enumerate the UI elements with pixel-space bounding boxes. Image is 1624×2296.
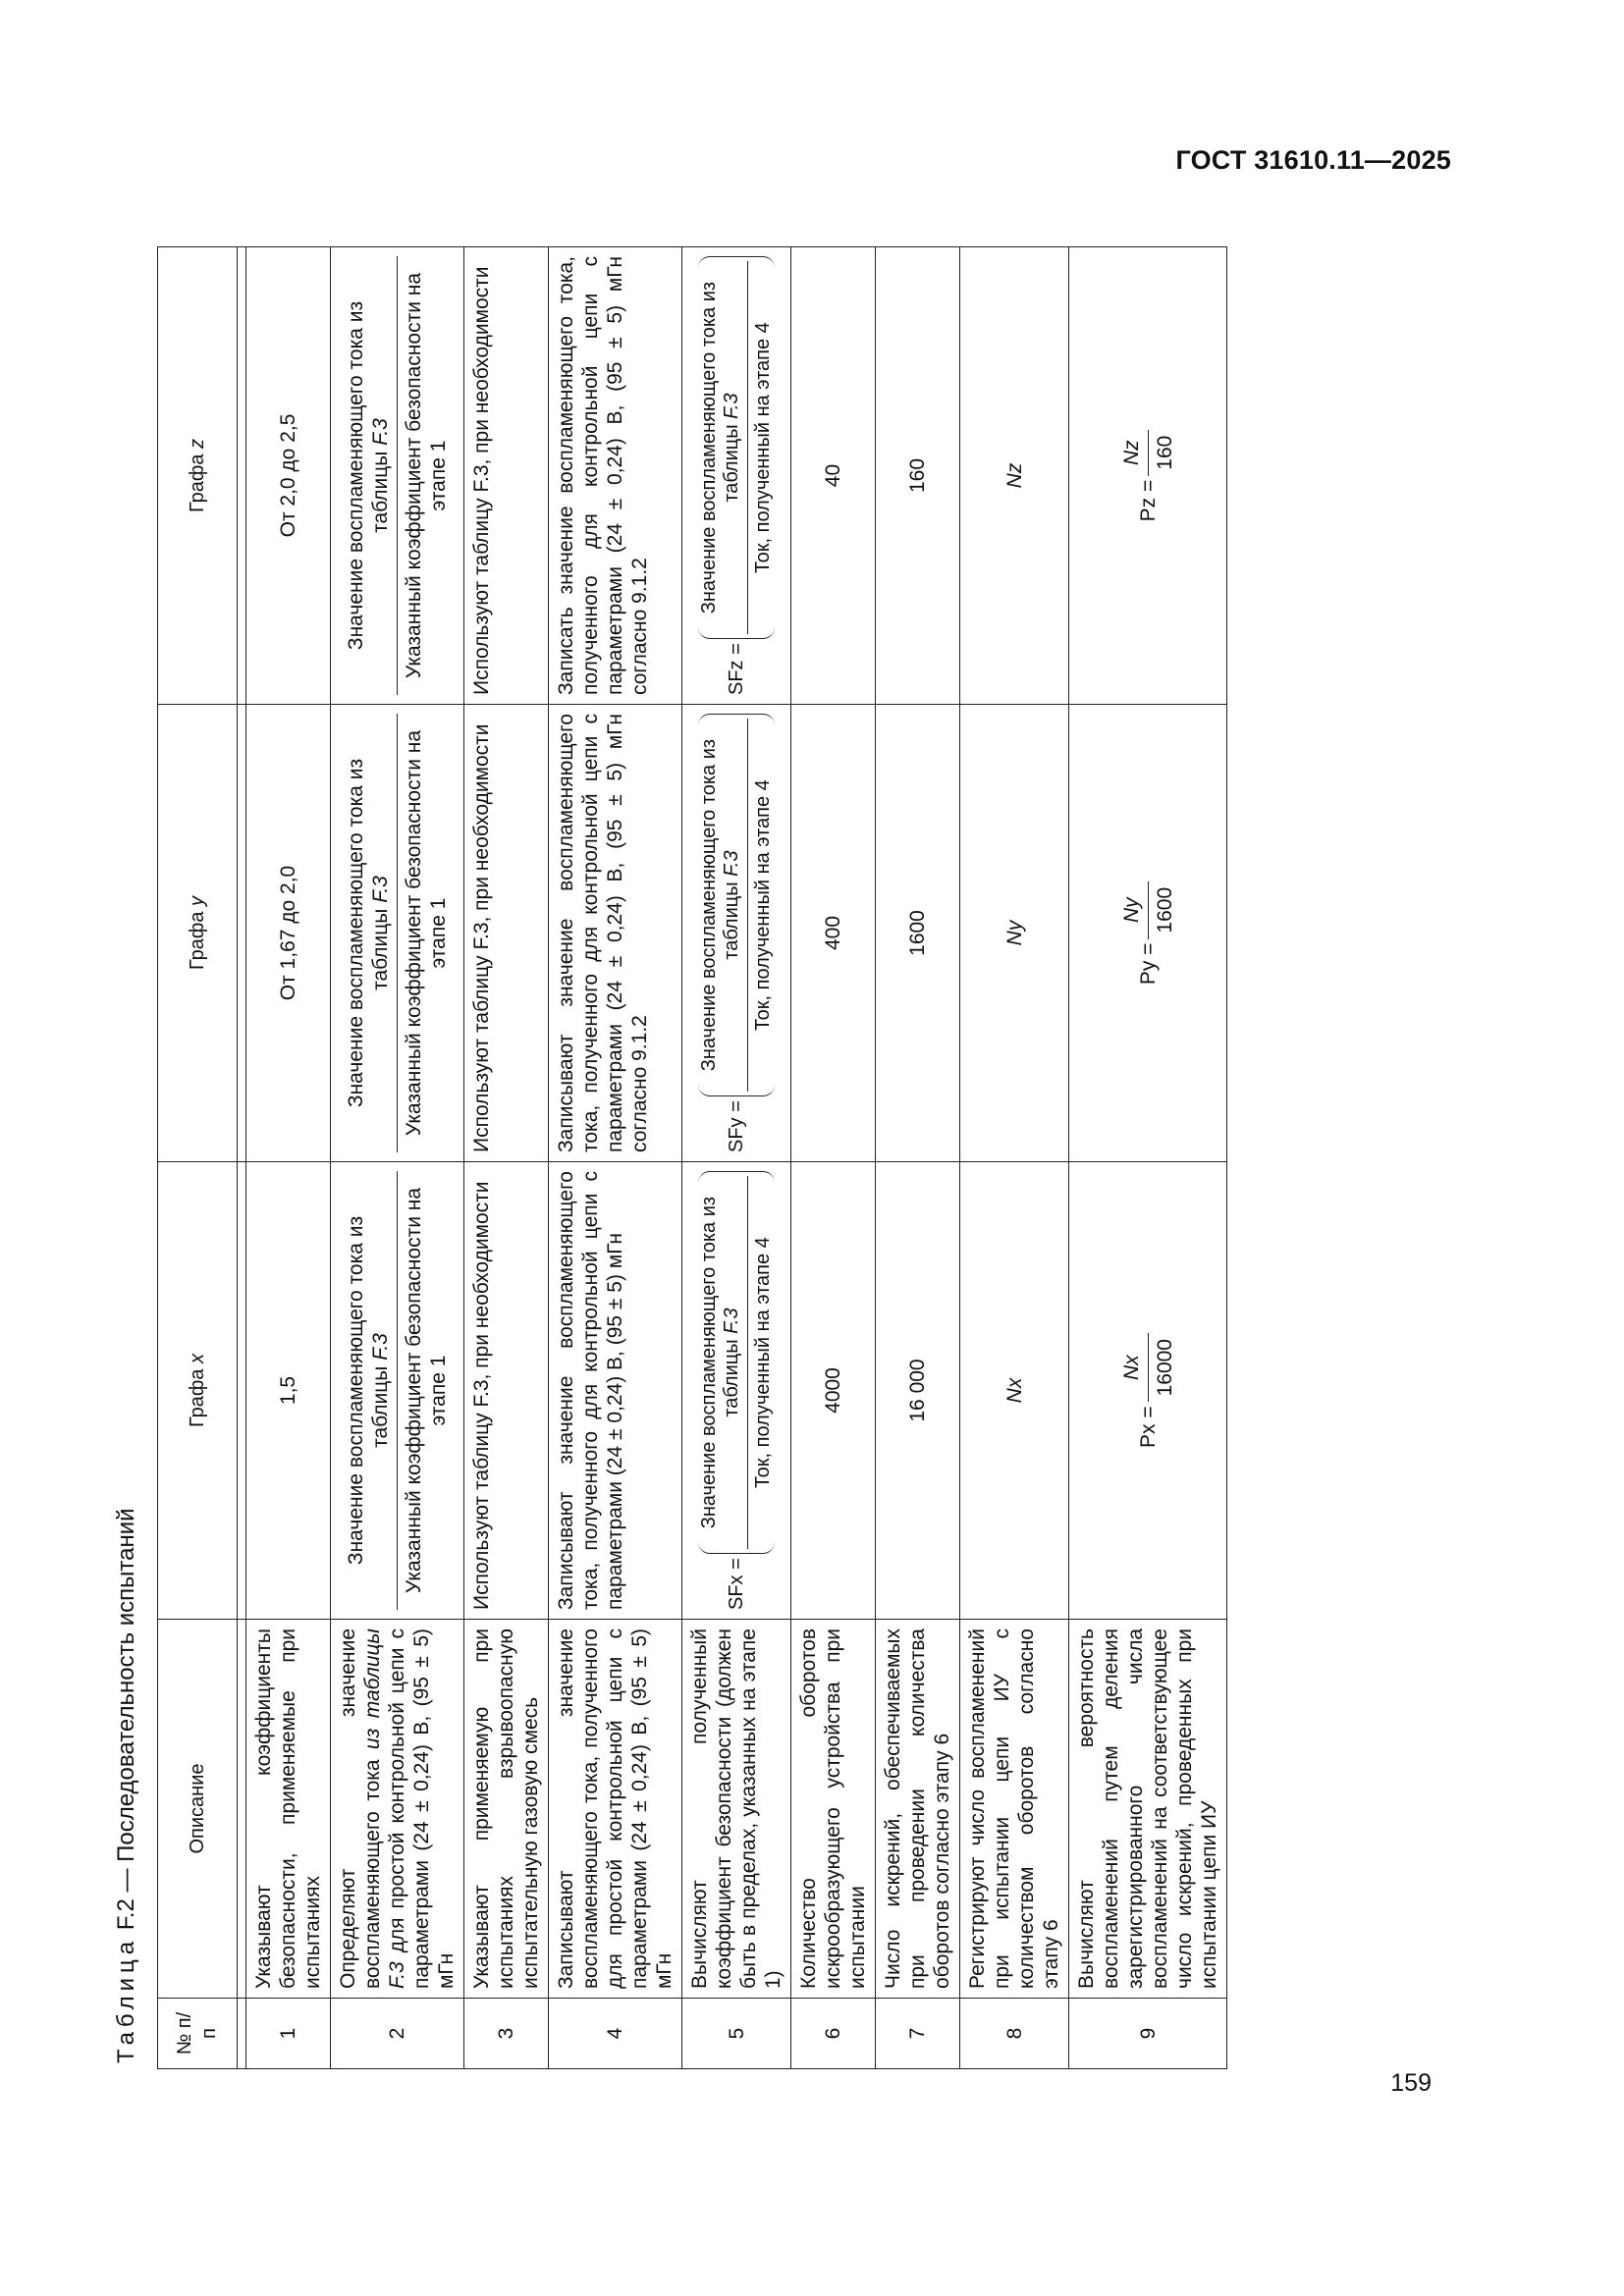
- cell-z: Nz: [960, 247, 1069, 705]
- row-number: 6: [791, 1999, 876, 2069]
- spacer-row: [238, 247, 246, 2069]
- table-caption: [106, 247, 157, 2069]
- probability-formula-z: Pz = Nz 160: [1119, 430, 1177, 522]
- cell-x: 4000: [791, 1162, 876, 1620]
- col-header-description: Описание: [158, 1620, 238, 1999]
- cell-y: [331, 705, 464, 1162]
- table-row: [549, 247, 682, 2069]
- cell-z: [682, 247, 791, 705]
- cell-x: [1069, 1162, 1227, 1620]
- table-row: [464, 247, 549, 2069]
- test-sequence-table: [157, 246, 1227, 2069]
- row-description: Регистрируют число воспламенений при испытании цепи ИУ с количеством оборотов согласно этапу 6: [960, 1620, 1069, 1999]
- cell-y: Используют таблицу F.3, при необходимости: [464, 705, 549, 1162]
- cell-y: [682, 705, 791, 1162]
- safety-factor-formula-x: SFx = Значение воспламеняющего тока из таблицы F.3 Ток, полученный на этапе 4: [698, 1171, 775, 1610]
- row-number: 9: [1069, 1999, 1227, 2069]
- page-number: 159: [1390, 2069, 1432, 2097]
- cell-x: 16 000: [876, 1162, 960, 1620]
- caption-prefix: Таблица: [113, 1936, 139, 2063]
- cell-z: [1069, 247, 1227, 705]
- rotated-table-area: [106, 247, 1220, 2069]
- cell-y: [1069, 705, 1227, 1162]
- cell-z: Записать значение воспламеняющего тока, полученного для контрольной цепи с параметрами (24 ± 0,24) В, (95 ± 5) мГн согласно 9.1.2: [549, 247, 682, 705]
- cell-x: 1,5: [246, 1162, 331, 1620]
- row-number: 5: [682, 1999, 791, 2069]
- cell-x: Записывают значение воспламеняющего тока, полученного для контрольной цепи с параметрами (24 ± 0,24) В, (95 ± 5) мГн: [549, 1162, 682, 1620]
- cell-x: [682, 1162, 791, 1620]
- probability-formula-y: Py = Ny 1600: [1119, 881, 1177, 985]
- fraction: Значение воспламеняющего тока из таблицы F.3 Указанный коэффициент безопасности на этапе 1: [344, 1171, 451, 1610]
- row-number: 8: [960, 1999, 1069, 2069]
- row-number: 7: [876, 1999, 960, 2069]
- cell-y: 1600: [876, 705, 960, 1162]
- document-code: ГОСТ 31610.11—2025: [1175, 145, 1451, 175]
- fraction: Значение воспламеняющего тока из таблицы F.3 Указанный коэффициент безопасности на этапе 1: [344, 714, 451, 1152]
- row-description: Число искрений, обеспечиваемых при проведении количества оборотов согласно этапу 6: [876, 1620, 960, 1999]
- cell-x: Используют таблицу F.3, при необходимости: [464, 1162, 549, 1620]
- row-description: Указывают коэффициенты безопасности, применяемые при испытаниях: [246, 1620, 331, 1999]
- cell-z: От 2,0 до 2,5: [246, 247, 331, 705]
- row-description: Количество оборотов искрообразующего устройства при испытании: [791, 1620, 876, 1999]
- row-number: 3: [464, 1999, 549, 2069]
- cell-y: Ny: [960, 705, 1069, 1162]
- col-header-number: № п/п: [158, 1999, 238, 2069]
- table-row: [960, 247, 1069, 2069]
- table-row: [246, 247, 331, 2069]
- row-number: 2: [331, 1999, 464, 2069]
- cell-x: [331, 1162, 464, 1620]
- safety-factor-formula-y: SFy = Значение воспламеняющего тока из таблицы F.3 Ток, полученный на этапе 4: [698, 714, 775, 1152]
- cell-z: 40: [791, 247, 876, 705]
- col-header-x: Графа x: [158, 1162, 238, 1620]
- cell-z: Используют таблицу F.3, при необходимости: [464, 247, 549, 705]
- row-number: 4: [549, 1999, 682, 2069]
- col-header-z: Графа z: [158, 247, 238, 705]
- table-row: [791, 247, 876, 2069]
- col-header-y: Графа y: [158, 705, 238, 1162]
- row-number: 1: [246, 1999, 331, 2069]
- header-row: [158, 247, 238, 2069]
- table-row: [876, 247, 960, 2069]
- table-row: [1069, 247, 1227, 2069]
- safety-factor-formula-z: SFz = Значение воспламеняющего тока из таблицы F.3 Ток, полученный на этапе 4: [698, 256, 775, 695]
- table-row: [331, 247, 464, 2069]
- row-description: Вычисляют вероятность воспламенений путем деления зарегистрированного числа воспламенений на соответствующее число искрений, проведенных при испытании цепи ИУ: [1069, 1620, 1227, 1999]
- caption-text: F.2 — Последовательность испытаний: [113, 1508, 139, 1931]
- cell-y: От 1,67 до 2,0: [246, 705, 331, 1162]
- table-row: [682, 247, 791, 2069]
- cell-x: Nx: [960, 1162, 1069, 1620]
- cell-z: [331, 247, 464, 705]
- fraction: Значение воспламеняющего тока из таблицы F.3 Указанный коэффициент безопасности на этапе 1: [344, 256, 451, 695]
- probability-formula-x: Px = Nx 16000: [1119, 1333, 1177, 1448]
- row-description: Вычисляют полученный коэффициент безопасности (должен быть в пределах, указанных на этапе 1): [682, 1620, 791, 1999]
- row-description: Определяют значение воспламеняющего тока из таблицы F.3 для простой контрольной цепи с параметрами (24 ± 0,24) В, (95 ± 5) мГн: [331, 1620, 464, 1999]
- row-description: Указывают применяемую при испытаниях взрывоопасную испытательную газовую смесь: [464, 1620, 549, 1999]
- cell-z: 160: [876, 247, 960, 705]
- cell-y: Записывают значение воспламеняющего тока, полученного для контрольной цепи с параметрами (24 ± 0,24) В, (95 ± 5) мГн согласно 9.1.2: [549, 705, 682, 1162]
- row-description: Записывают значение воспламеняющего тока, полученного для простой контрольной цепи с параметрами (24 ± 0,24) В, (95 ± 5) мГн: [549, 1620, 682, 1999]
- cell-y: 400: [791, 705, 876, 1162]
